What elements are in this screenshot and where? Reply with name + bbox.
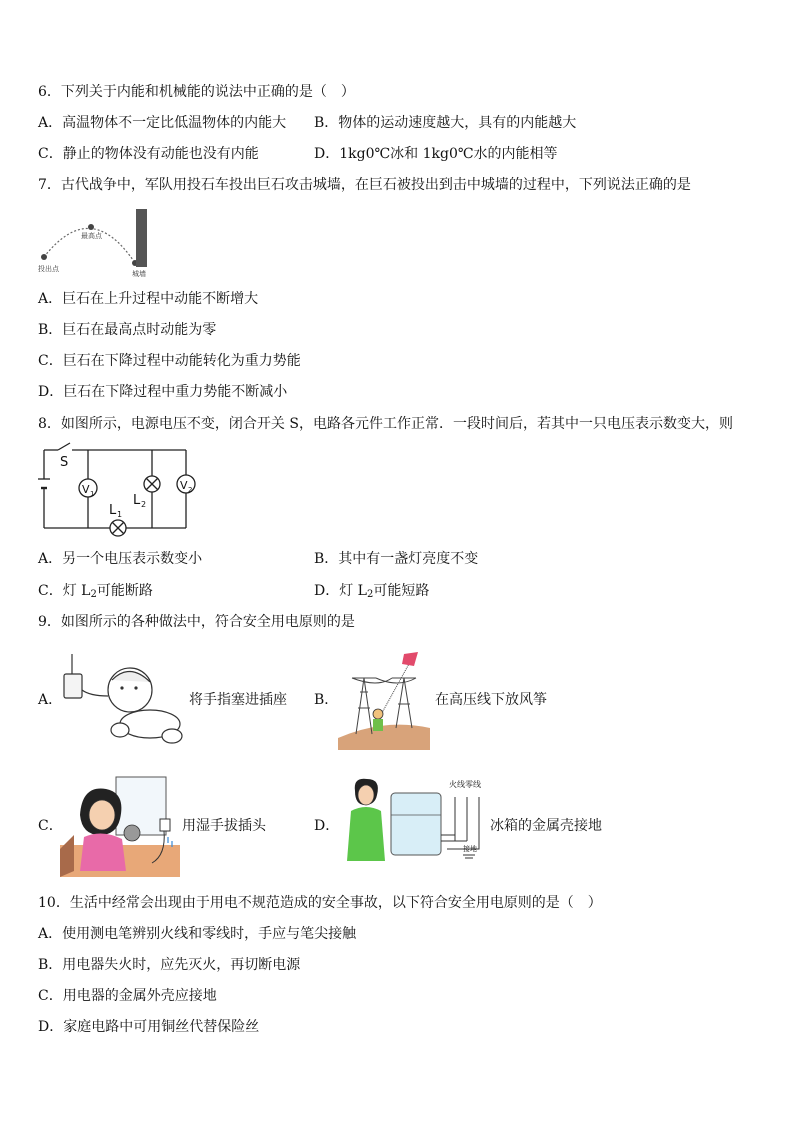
- q8-option-d-suffix: 可能短路: [373, 583, 430, 599]
- q10-option-b[interactable]: B．用电器失火时，应先灭火，再切断电源: [38, 957, 301, 973]
- q9-option-a-text: 将手指塞进插座: [189, 692, 287, 708]
- kid-body-shape: [373, 719, 383, 731]
- q7-option-b[interactable]: B．巨石在最高点时动能为零: [38, 322, 217, 338]
- woman-body-shape: [80, 833, 126, 871]
- q9-option-c-text: 用湿手拔插头: [182, 818, 266, 834]
- v2-label: V: [180, 479, 188, 492]
- ground-label: 接地: [463, 845, 477, 853]
- woman-face-shape: [89, 800, 115, 830]
- q8-option-c-prefix: C．灯 L: [38, 583, 91, 599]
- l1-label: L: [109, 503, 117, 518]
- child-socket-illustration: [60, 652, 185, 744]
- q9-option-d-text: 冰箱的金属壳接地: [490, 818, 602, 834]
- ground-shape: [338, 725, 430, 750]
- q8-option-c[interactable]: [38, 581, 153, 605]
- l1-sub-label: 1: [117, 510, 123, 519]
- q6-option-d[interactable]: D．1kg0℃冰和 1kg0℃水的内能相等: [314, 146, 558, 162]
- q6-option-a[interactable]: A．高温物体不一定比低温物体的内能大: [38, 115, 287, 131]
- mirror-shape: [116, 777, 166, 835]
- wet-hand-plug-drawing: [60, 775, 180, 877]
- circuit-figure: [36, 442, 201, 537]
- top-point-dot: [88, 224, 94, 230]
- q7-option-a[interactable]: A．巨石在上升过程中动能不断增大: [38, 291, 259, 307]
- q8-option-d-prefix: D．灯 L: [314, 583, 367, 599]
- wall-shape: [136, 209, 147, 267]
- woman-dress-shape: [347, 807, 385, 861]
- q7-option-c[interactable]: C．巨石在下降过程中动能转化为重力势能: [38, 353, 301, 369]
- q8-option-a[interactable]: A．另一个电压表示数变小: [38, 551, 203, 567]
- kite-power-line-drawing: [338, 648, 430, 750]
- wall-socket-shape: [64, 674, 82, 698]
- q10-option-d[interactable]: D．家庭电路中可用铜丝代替保险丝: [38, 1019, 260, 1035]
- kite-power-line-illustration: [338, 648, 430, 750]
- q10-option-c[interactable]: C．用电器的金属外壳应接地: [38, 988, 217, 1004]
- q7-stem: 7．古代战争中，军队用投石车投出巨石攻击城墙，在巨石被投出到击中城墙的过程中，下列说法正确的是: [38, 177, 691, 193]
- switch-label: S: [60, 455, 69, 470]
- kid-head-shape: [373, 709, 383, 719]
- q10-stem: 10．生活中经常会出现由于用电不规范造成的安全事故，以下符合安全用电原则的是（ ）: [38, 895, 602, 911]
- pylon-right-shape: [392, 678, 416, 728]
- l2-label: L: [133, 493, 141, 508]
- child-socket-drawing: [60, 652, 185, 744]
- fridge-grounding-drawing: [337, 775, 489, 867]
- wall-outlet-shape: [160, 819, 170, 831]
- live-wire-label: 火线: [449, 780, 465, 789]
- fridge-shape: [391, 793, 441, 855]
- q9-option-d-label[interactable]: D．: [314, 818, 340, 834]
- q8-option-c-subscript: 2: [90, 589, 97, 600]
- wet-hand-plug-illustration: [60, 775, 180, 877]
- q8-option-b[interactable]: B．其中有一盏灯亮度不变: [314, 551, 479, 567]
- circuit-diagram: [36, 442, 201, 537]
- q9-option-b-label[interactable]: B．: [314, 692, 339, 708]
- q7-option-d[interactable]: D．巨石在下降过程中重力势能不断减小: [38, 384, 288, 400]
- q6-stem: 6．下列关于内能和机械能的说法中正确的是（ ）: [38, 84, 355, 100]
- wall-label: 城墙: [132, 270, 146, 278]
- kite-shape: [402, 652, 418, 666]
- v1-sub-label: 1: [90, 490, 95, 498]
- l2-sub-label: 2: [141, 500, 147, 509]
- q9-stem: 9．如图所示的各种做法中，符合安全用电原则的是: [38, 614, 355, 630]
- top-point-label: 最高点: [81, 232, 102, 240]
- neutral-wire-label: 零线: [465, 780, 481, 789]
- q9-option-c-label[interactable]: C．: [38, 818, 63, 834]
- v2-sub-label: 2: [188, 486, 193, 494]
- v1-label: V: [82, 483, 90, 496]
- q8-option-d[interactable]: [314, 581, 429, 605]
- trajectory-diagram: [36, 205, 156, 280]
- pylon-left-shape: [352, 678, 376, 734]
- q8-stem: 8．如图所示，电源电压不变，闭合开关 S，电路各元件工作正常．一段时间后，若其中一只电压表示数变大，则: [38, 416, 733, 432]
- q6-option-c[interactable]: C．静止的物体没有动能也没有内能: [38, 146, 259, 162]
- q10-option-a[interactable]: A．使用测电笔辨别火线和零线时，手应与笔尖接触: [38, 926, 357, 942]
- q8-option-c-suffix: 可能断路: [96, 583, 153, 599]
- fridge-grounding-illustration: [337, 775, 489, 867]
- q9-option-a-label[interactable]: A．: [38, 692, 63, 708]
- launch-point-dot: [41, 254, 47, 260]
- q6-option-b[interactable]: B．物体的运动速度越大，具有的内能越大: [314, 115, 577, 131]
- woman-face-shape: [358, 785, 374, 805]
- q9-option-b-text: 在高压线下放风筝: [435, 692, 547, 708]
- launch-point-label: 投出点: [38, 265, 59, 273]
- hair-dryer-shape: [124, 825, 140, 841]
- q8-option-d-subscript: 2: [366, 589, 374, 600]
- catapult-trajectory-figure: [36, 205, 156, 280]
